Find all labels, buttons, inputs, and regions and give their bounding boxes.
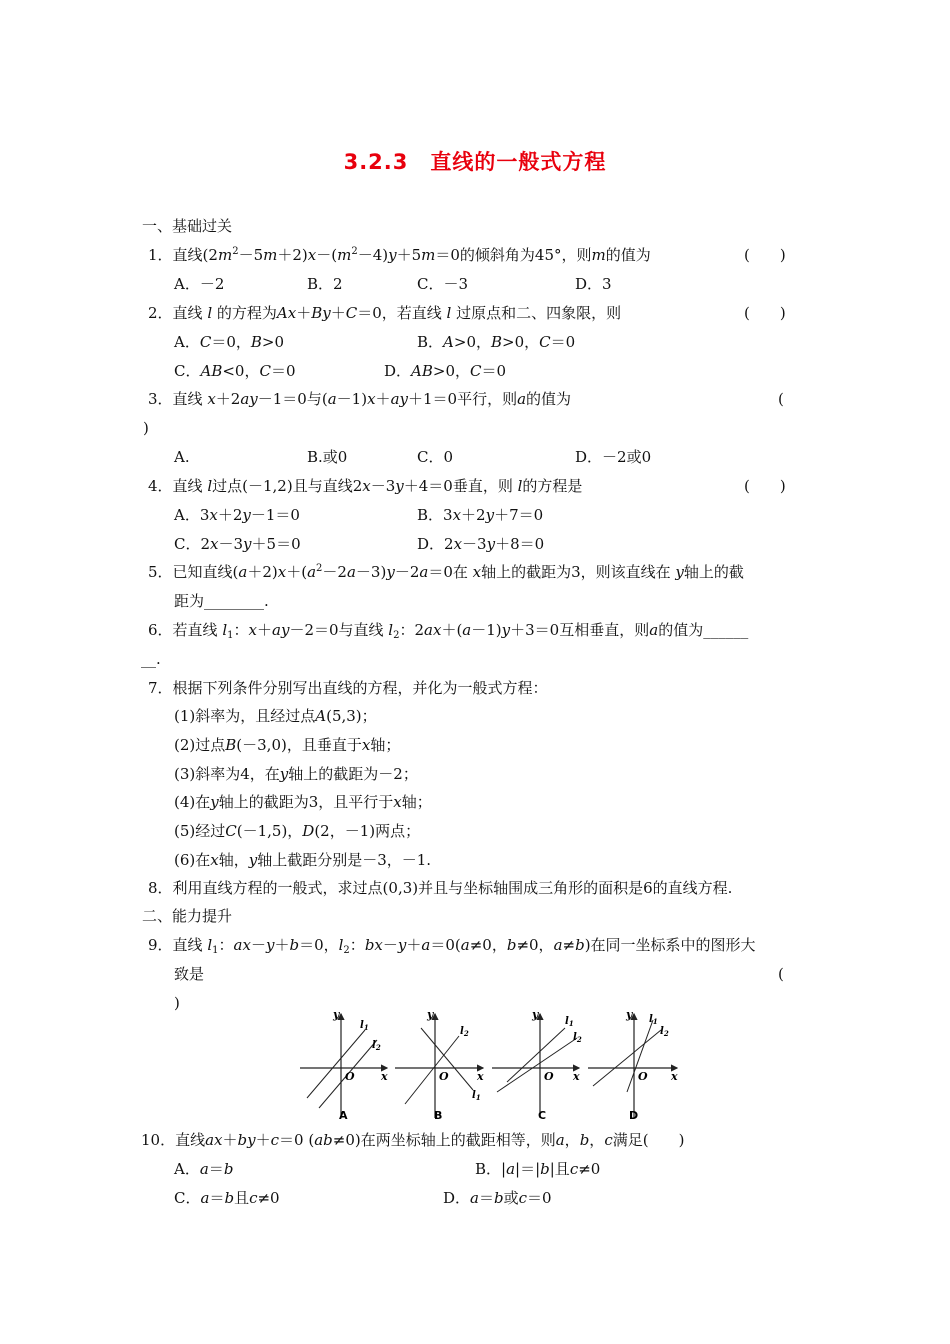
option-c: C．2x－3y＋5＝0 [174,535,301,553]
figure-label-a: A [339,1109,348,1122]
y-axis-label: y [532,1008,539,1021]
question-10-stem: 10．直线ax＋by＋c＝0 (ab≠0)在两坐标轴上的截距相等，则a，b，c满足( ) [141,1131,685,1149]
line-l1-label: $l_1$ [360,1020,369,1032]
option-b: B．|a|＝|b|且c≠0 [475,1160,601,1178]
option-c: C．－3 [417,275,469,293]
option-a: A．C＝0，B>0 [174,333,285,351]
x-axis-label: x [573,1070,580,1083]
line-l1-label: $l_1$ [472,1090,481,1102]
line-l1-label: $l_1$ [565,1016,574,1028]
question-7-item-1: (1)斜率为，且经过点A(5,3)； [174,707,377,725]
figure-b [395,1008,484,1122]
question-3-stem: 3．直线 x＋2ay－1＝0与(a－1)x＋ay＋1＝0平行，则a的值为 [148,390,572,408]
option-b: B．A>0，B>0，C＝0 [417,333,576,351]
y-axis-label: y [333,1008,340,1021]
section-advanced: 二、能力提升 [142,907,233,925]
question-5-blank[interactable]: 距为________. [174,592,269,610]
line-l2-label: $l_2$ [372,1040,381,1052]
question-9-stem-cont: 致是 [174,965,205,983]
origin-label: O [345,1070,355,1083]
option-b: B．3x＋2y＋7＝0 [417,506,544,524]
question-7-item-4: (4)在y轴上的截距为3，且平行于x轴； [174,793,432,811]
figure-d [588,1008,678,1122]
option-a: A．3x＋2y－1＝0 [174,506,300,524]
question-4-stem: 4．直线 l过点(－1,2)且与直线2x－3y＋4＝0垂直，则 l的方程是 [148,477,583,495]
figure-label-b: B [434,1109,443,1122]
option-d: D．AB>0，C＝0 [384,362,507,380]
question-5-stem: 5．已知直线$(a+2)x+(a^2-2a-3)y-2a=0$在 x轴上的截距为3，则该直线在 y轴上的截 [148,563,744,581]
section-basic: 一、基础过关 [142,217,233,235]
option-a: A. [174,448,190,466]
answer-paren: ( ) [744,304,786,322]
question-6-stem: 6．若直线 $l_1$：x＋ay－2＝0与直线 $l_2$：2ax＋(a－1)y＋3＝0互相垂直，则a的值为______ [148,621,749,641]
question-9-figures [297,1008,687,1123]
question-8-stem: 8．利用直线方程的一般式，求过点(0,3)并且与坐标轴围成三角形的面积是6的直线方程. [148,879,733,897]
y-axis-label: y [626,1008,633,1021]
x-axis-label: x [671,1070,678,1083]
figure-c [492,1008,582,1122]
option-d: D．2x－3y＋8＝0 [417,535,545,553]
option-d: D．a＝b或c＝0 [443,1189,552,1207]
question-9-stem: 9．直线 $l_1$：ax－y＋b＝0，$l_2$：bx－y＋a＝0(a≠0，b≠0，a≠b)在同一坐标系中的图形大 [148,936,756,956]
line-l1-label: $l_1$ [649,1014,658,1026]
page-title: 3.2.3 直线的一般式方程 [343,150,607,174]
x-axis-label: x [477,1070,484,1083]
question-7-item-3: (3)斜率为4，在y轴上的截距为－2； [174,765,418,783]
answer-paren: ( ) [744,477,786,495]
option-d: D．－2或0 [575,448,652,466]
option-b: B.或0 [307,448,348,466]
answer-paren-close: ) [174,994,180,1012]
option-d: D．3 [575,275,612,293]
origin-label: O [544,1070,554,1083]
option-c: C．AB<0，C＝0 [174,362,296,380]
figure-label-c: C [538,1109,547,1122]
option-c: C．a＝b且c≠0 [174,1189,280,1207]
y-axis-label: y [427,1008,434,1021]
option-c: C．0 [417,448,454,466]
answer-paren: ( ) [744,246,786,264]
origin-label: O [638,1070,648,1083]
option-a: A．－2 [174,275,225,293]
line-l2-label: $l_2$ [460,1026,469,1038]
line-l2-label: $l_2$ [573,1032,582,1044]
question-7-item-5: (5)经过C(－1,5)，D(2，－1)两点； [174,822,421,840]
answer-paren-open: ( [778,390,784,408]
option-a: A．a＝b [174,1160,234,1178]
origin-label: O [439,1070,449,1083]
line-l2-label: $l_2$ [660,1026,669,1038]
question-7-item-2: (2)过点B(－3,0)，且垂直于x轴； [174,736,401,754]
question-7-item-6: (6)在x轴，y轴上截距分别是－3，－1. [174,851,432,869]
figure-label-d: D [629,1109,639,1122]
answer-paren-open: ( [778,965,784,983]
question-7-stem: 7．根据下列条件分别写出直线的方程，并化为一般式方程： [148,679,548,697]
question-1-stem: 1．直线$(2m^2-5m+2)x-(m^2-4)y+5m=0$的倾斜角为45°，则m的值为 [148,246,651,264]
answer-paren-close: ) [143,419,149,437]
figure-a [300,1008,388,1122]
question-2-stem: 2．直线 l 的方程为Ax＋By＋C＝0，若直线 l 过原点和二、四象限，则 [148,304,622,322]
question-6-blank[interactable]: __. [141,650,161,668]
option-b: B．2 [307,275,343,293]
x-axis-label: x [381,1070,388,1083]
